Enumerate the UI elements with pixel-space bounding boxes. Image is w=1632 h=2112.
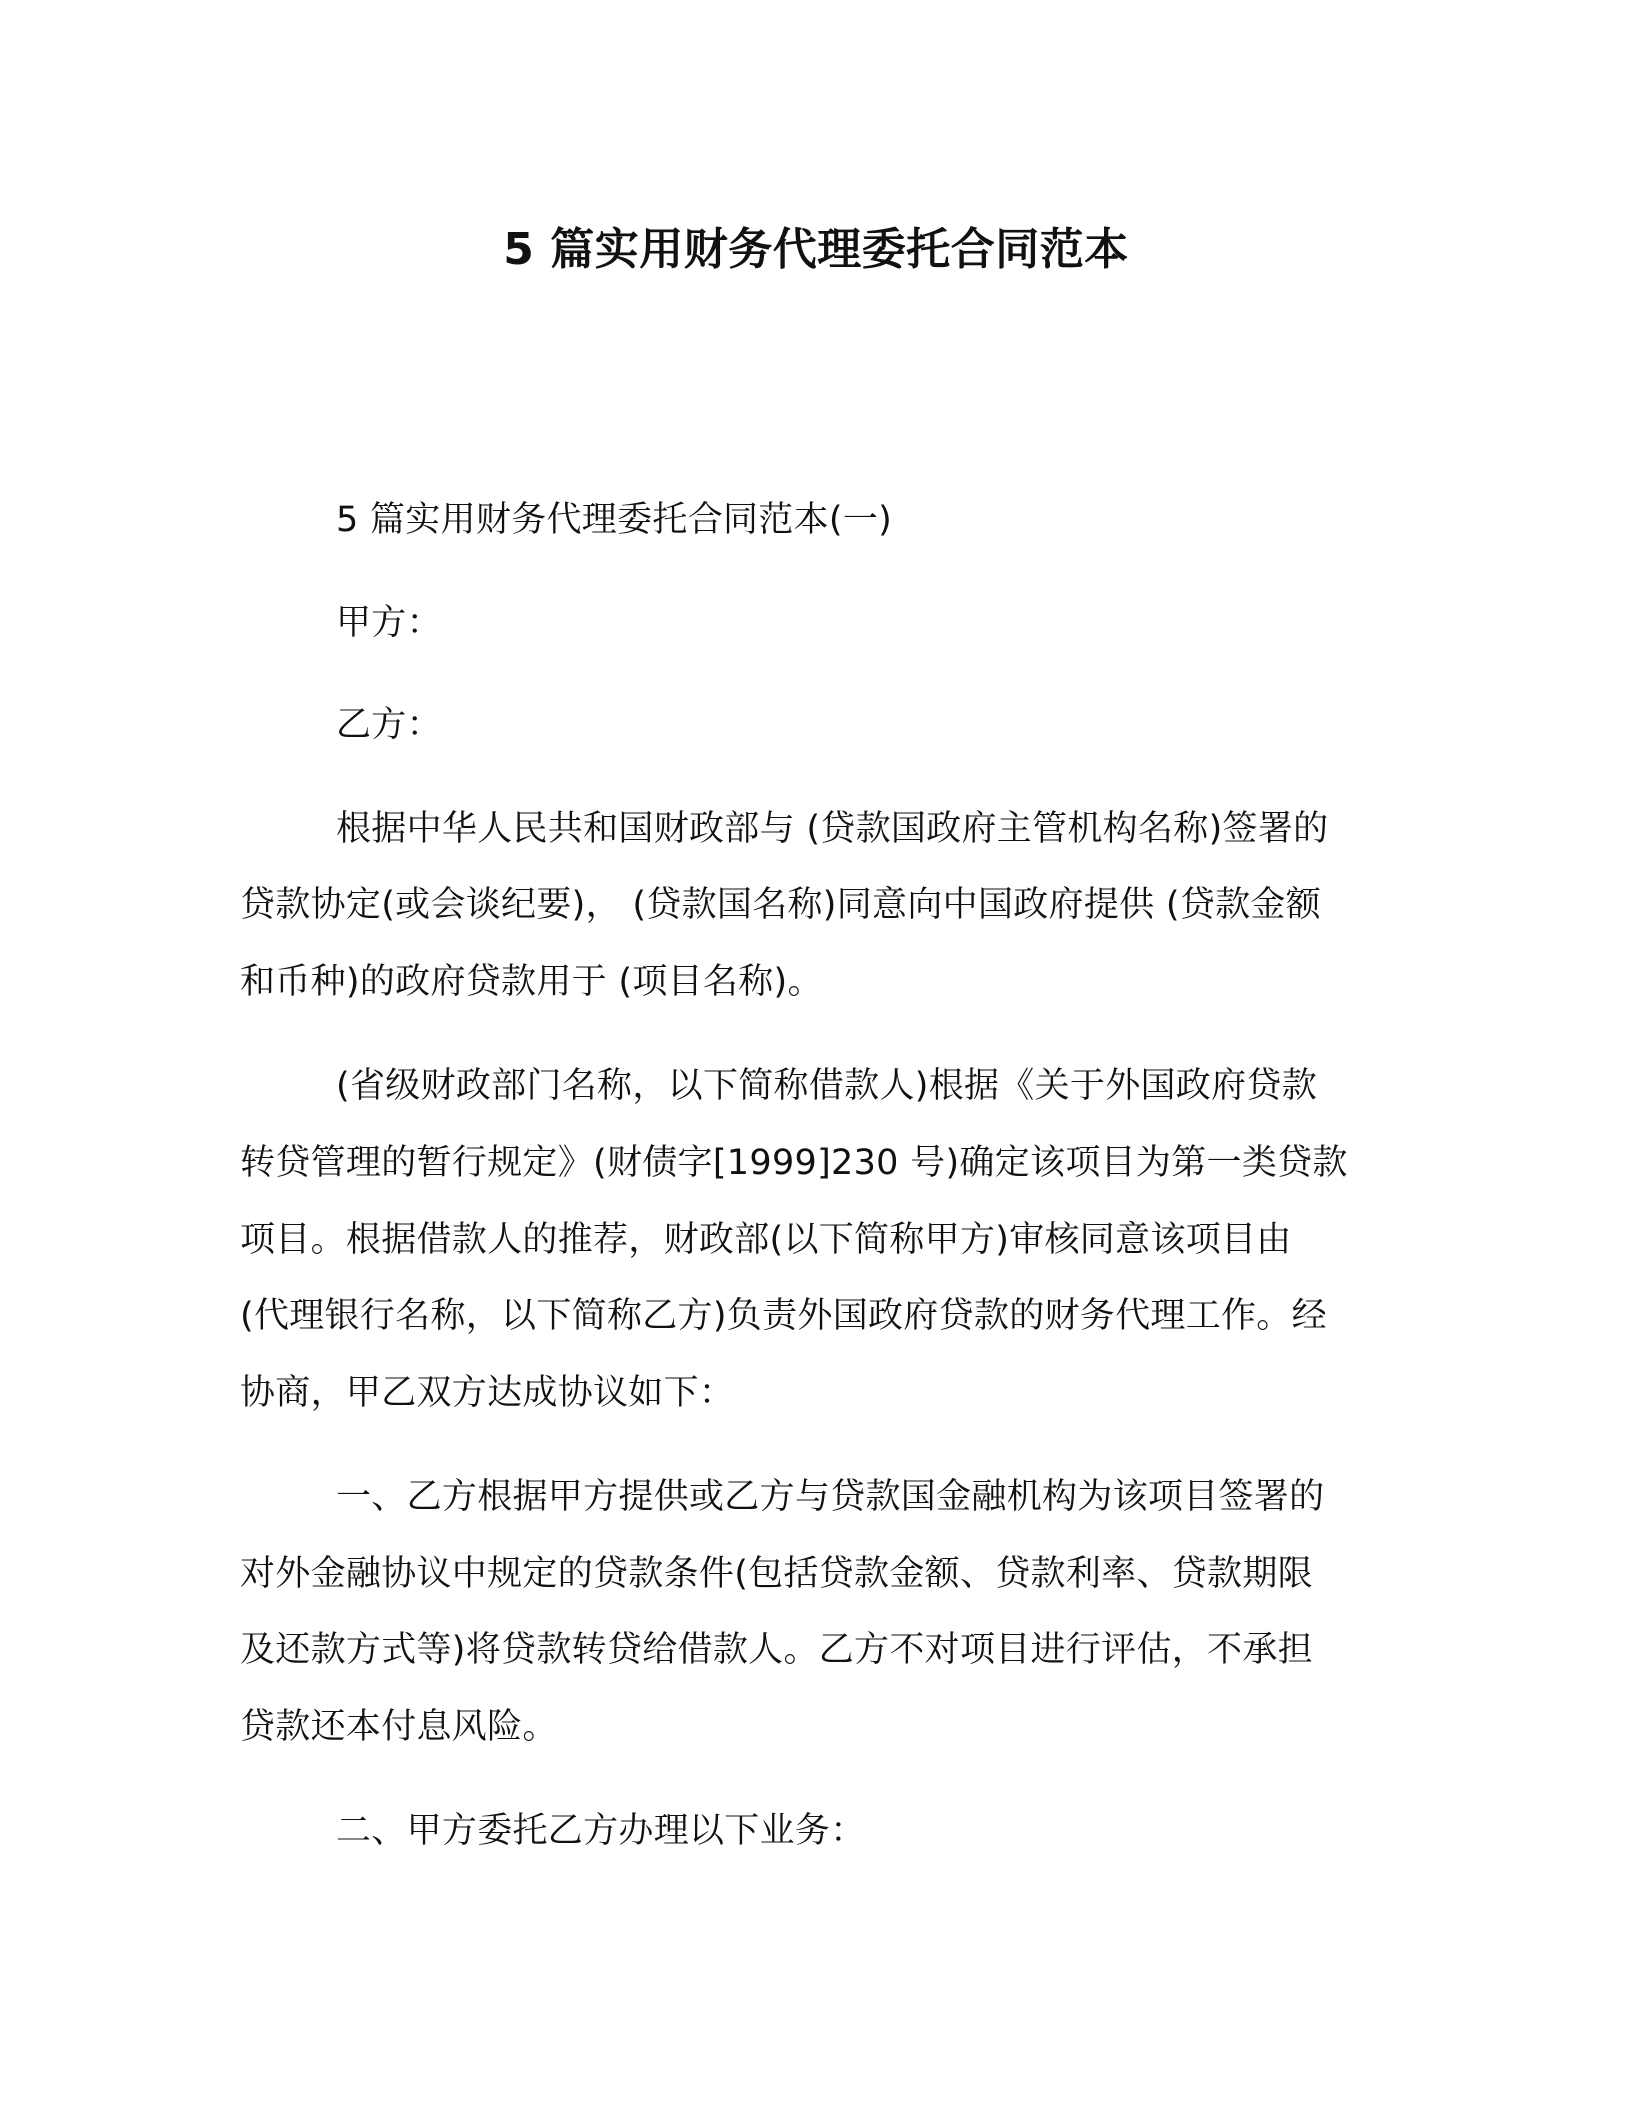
paragraph-3-line-2: 对外金融协议中规定的贷款条件(包括贷款金额、贷款利率、贷款期限 [240,1554,1313,1594]
paragraph-3-line-3: 及还款方式等)将贷款转贷给借款人。乙方不对项目进行评估，不承担 [240,1630,1313,1670]
party-b-label: 乙方： [336,705,442,745]
paragraph-1-line-2: 贷款协定(或会谈纪要)， (贷款国名称)同意向中国政府提供 (贷款金额 [240,885,1322,925]
paragraph-2-line-2: 转贷管理的暂行规定》(财债字[1999]230 号)确定该项目为第一类贷款 [240,1143,1348,1183]
paragraph-2-line-4: (代理银行名称，以下简称乙方)负责外国政府贷款的财务代理工作。经 [240,1296,1327,1336]
party-a-label: 甲方： [336,603,442,643]
paragraph-2-line-1: (省级财政部门名称，以下简称借款人)根据《关于外国政府贷款 [336,1066,1318,1106]
paragraph-2-line-5: 协商，甲乙双方达成协议如下： [240,1373,735,1413]
paragraph-2-line-3: 项目。根据借款人的推荐，财政部(以下简称甲方)审核同意该项目由 [240,1220,1292,1260]
paragraph-1-line-3: 和币种)的政府贷款用于 (项目名称)。 [240,962,823,1002]
paragraph-4-line-1: 二、甲方委托乙方办理以下业务： [336,1811,866,1851]
document-title: 5 篇实用财务代理委托合同范本 [503,224,1129,275]
paragraph-1-line-1: 根据中华人民共和国财政部与 (贷款国政府主管机构名称)签署的 [336,809,1329,849]
section-heading: 5 篇实用财务代理委托合同范本(一) [336,500,893,540]
paragraph-3-line-1: 一、乙方根据甲方提供或乙方与贷款国金融机构为该项目签署的 [336,1477,1325,1517]
paragraph-3-line-4: 贷款还本付息风险。 [240,1707,558,1747]
